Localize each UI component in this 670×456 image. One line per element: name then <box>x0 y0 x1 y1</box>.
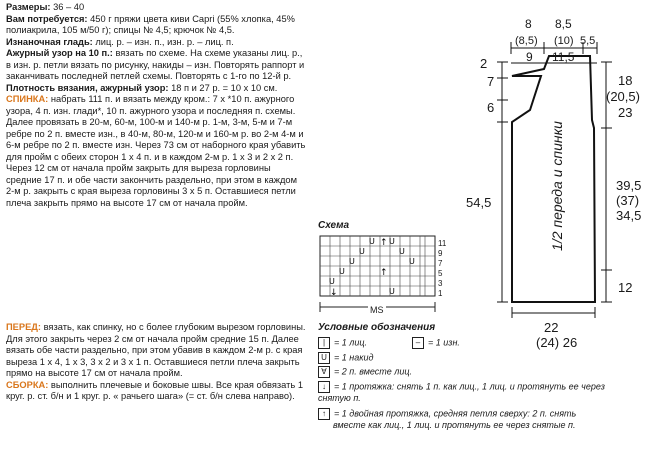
cdd-symbol-icon: ↑ <box>318 408 330 420</box>
legend-cdd-text1: = 1 двойная протяжка, средняя петля сверху: 2 п. снять <box>334 408 577 419</box>
svg-text:↑: ↑ <box>380 268 388 278</box>
svg-text:U: U <box>389 287 395 296</box>
lace-value: вязать по схеме. На схеме указаны лиц. р., в изн. р. петли вязать по рисунку, накиды – изн. Повторять раппорт и заканчивать последней петлей схемы. Повторять с 1-го по 12-й р. <box>6 48 305 81</box>
repeat-ms-label: MS <box>370 305 384 315</box>
legend-yo-text: = 1 накид <box>334 352 374 363</box>
yarn-over-symbol-icon: U <box>318 352 330 364</box>
gauge-value: 18 п и 27 р. = 10 х 10 см. <box>168 82 278 93</box>
row-5-label: 5 <box>438 269 443 278</box>
svg-text:↑: ↑ <box>380 238 388 248</box>
legend-purl <box>412 337 460 349</box>
svg-text:U: U <box>329 277 335 286</box>
dim-right-395: 39,5 <box>616 178 642 193</box>
dim-right-23: 23 <box>618 105 633 120</box>
legend-title: Условные обозначения <box>318 322 436 333</box>
legend-cdd <box>318 408 576 420</box>
svg-text:U: U <box>369 237 375 246</box>
back-value: набрать 111 п. и вязать между кром.: 7 х *10 п. ажурного узора, 4 п. изн. глади*, 10 п. ажурного узора и последняя п. схемы. Далее провязать в 20-м, 60-м, 100-м и 140-м р. 1-м, 3-м, 5-м и 7-м ребре по 2 п. вместе изн., в 40-м, 80-м, 120-м и 160-м р. во 2-м 4-м и 6-м ребре по 2 п. вместе изн. Через 73 см от наборного края убавить для пройм с обеих сторон 1 х 4 п. и в каждом 2-м р. 1 х 3 и 2 х 2 п. Через 12 см от начала пройм закрыть для выреза горловины средние 17 п. и обе части закончить раздельно, при этом в каждом 2-м р. закрыть с края выреза горловины 3 х 5 п. Оставшиеся петли плеча закрыть прямо на высоте 17 см от начала пройм. <box>6 94 306 208</box>
dim-top-855: (8,5) <box>515 35 538 47</box>
dim-left-545: 54,5 <box>466 195 492 210</box>
dim-right-37: (37) <box>616 193 640 208</box>
half-front-back-label: 1/2 переда и спинки <box>548 121 565 251</box>
legend-ssk-text: = 1 протяжка: снять 1 п. как лиц., 1 лиц. и протянуть ее через снятую п. <box>318 381 605 403</box>
dim-top-10: (10) <box>554 35 574 47</box>
knit-symbol-icon: | <box>318 337 330 349</box>
dim-bottom-22: 22 <box>544 320 559 335</box>
front-value: вязать, как спинку, но с более глубоким вырезом горловины. Для этого закрыть через 2 см от начала пройм средние 15 п. Далее вязать обе части раздельно, при этом убавив в каждом 2-м р. с края выреза 1 х 4, 1 х 3, 3 х 2 и 3 х 1 п. Оставшиеся петли плеча закрыть прямо на высоте 17 см от начала пройм. <box>6 322 306 378</box>
dim-top-8: 8 <box>525 17 532 31</box>
schema-title: Схема <box>318 220 350 231</box>
legend-cdd-line2: вместе как лиц., 1 лиц. и протянуть ее через снятые п. <box>333 420 576 430</box>
back-label: СПИНКА: <box>6 94 49 104</box>
legend-ssk <box>318 381 618 404</box>
stitch-chart <box>320 236 435 312</box>
dim-top-55: 5,5 <box>580 35 596 47</box>
svg-text:U: U <box>359 247 365 256</box>
dim-right-12: 12 <box>618 280 633 295</box>
svg-text:↓: ↓ <box>330 288 338 298</box>
dim-top-85: 8,5 <box>555 17 572 31</box>
sizes-label: Размеры: <box>6 2 51 12</box>
row-9-label: 9 <box>438 249 443 258</box>
assembly-label: СБОРКА: <box>6 379 49 390</box>
legend-knit <box>318 337 367 349</box>
svg-text:U: U <box>409 257 415 266</box>
legend-yo <box>318 352 373 364</box>
materials-value: 450 г пряжи цвета киви Capri (55% хлопка, 45% полиакрила, 105 м/50 г); спицы № 4,5; крючок № 4,5. <box>6 13 295 35</box>
svg-text:U: U <box>399 247 405 256</box>
dim-right-205: (20,5) <box>606 89 640 104</box>
k2tog-symbol-icon: ∀ <box>318 366 330 378</box>
dim-left-2: 2 <box>480 56 488 71</box>
sizes-value: 36 – 40 <box>50 2 85 12</box>
ssk-symbol-icon: ↓ <box>318 381 330 393</box>
dim-left-6: 6 <box>487 100 495 115</box>
row-11-label: 11 <box>438 239 447 248</box>
row-7-label: 7 <box>438 259 443 268</box>
dim-right-18: 18 <box>618 73 633 88</box>
legend-knit-text: = 1 лиц. <box>334 337 367 348</box>
assembly-value: выполнить плечевые и боковые швы. Все края обвязать 1 круг. р. ст. б/н и 1 круг. р. « рачьего шага» (= ст. б/н слева направо). <box>6 379 303 401</box>
front-label: ПЕРЕД: <box>6 322 42 332</box>
row-3-label: 3 <box>438 279 443 288</box>
legend-k2tog <box>318 366 412 378</box>
svg-text:U: U <box>389 237 395 246</box>
dim-right-345: 34,5 <box>616 208 642 223</box>
legend-purl-text: = 1 изн. <box>428 337 460 348</box>
legend-k2tog-text: = 2 п. вместе лиц. <box>334 366 413 377</box>
dim-bottom-24-26: (24) 26 <box>536 335 578 350</box>
row-1-label: 1 <box>438 289 443 298</box>
svg-text:U: U <box>339 267 345 276</box>
stockinette-value: лиц. р. – изн. п., изн. р. – лиц. п. <box>92 36 234 47</box>
materials-label: Вам потребуется: <box>6 13 88 24</box>
stockinette-label: Изнаночная гладь: <box>6 36 93 47</box>
purl-symbol-icon: – <box>412 337 424 349</box>
dim-left-7: 7 <box>487 74 495 89</box>
svg-text:U: U <box>349 257 355 266</box>
dim-top-9: 9 <box>526 50 533 64</box>
lace-label: Ажурный узор на 10 п.: <box>6 48 113 58</box>
gauge-label: Плотность вязания, ажурный узор: <box>6 82 169 93</box>
dim-top-115: 11,5 <box>552 50 575 64</box>
